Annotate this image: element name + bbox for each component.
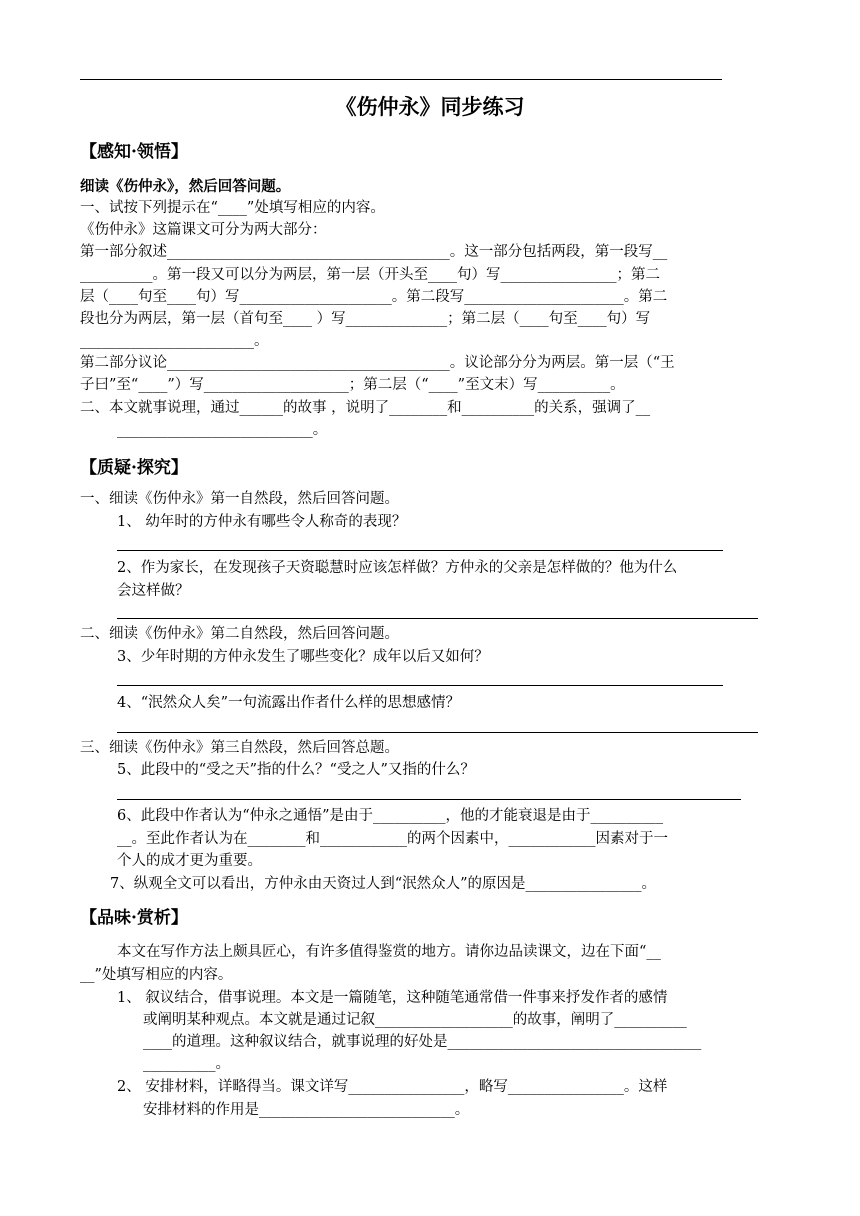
- question-line: 一、试按下列提示在“____”处填写相应的内容。: [80, 200, 385, 216]
- section-heading-appreciation: 【品味·赏析】: [80, 908, 188, 928]
- text-line: 本文在写作方法上颇具匠心，有许多值得鉴赏的地方。请你边品读课文，边在下面“__: [117, 944, 661, 960]
- fill-in-line: 段也分为两层，第一层（首句至____ ）写______________；第二层（____句至____句）写: [80, 311, 651, 327]
- fill-in-line: 子曰”至“____”）写____________________；第二层（“____”至文末）写__________。: [80, 377, 625, 393]
- fill-in-line: 层（____句至____句）写_____________________。第二段写______________________。第二: [80, 289, 668, 305]
- question-line: 3、少年时期的方仲永发生了哪些变化？成年以后又如何？: [117, 649, 489, 665]
- section-heading-inquiry: 【质疑·探究】: [80, 458, 188, 478]
- text-line: 《伤仲永》这篇课文可分为两大部分：: [80, 222, 327, 238]
- fill-in-line: 7、纵观全文可以看出，方仲永由天资过人到“泯然众人”的原因是________________。: [110, 876, 657, 892]
- question-line: 1、 幼年时的方仲永有哪些令人称奇的表现？: [117, 514, 407, 530]
- text-line: __”处填写相应的内容。: [80, 967, 233, 983]
- section-heading-perception: 【感知·领悟】: [80, 142, 188, 162]
- fill-in-line: 或阐明某种观点。本文就是通过记叙___________________的故事，阐明了__________: [143, 1012, 687, 1028]
- question-line: 4、“泯然众人矣”一句流露出作者什么样的思想感情？: [117, 695, 461, 711]
- page-title: 《伤仲永》同步练习: [335, 94, 525, 119]
- instruction-line: 细读《伤仲永》，然后回答问题。: [80, 178, 291, 195]
- fill-in-line: 1、 叙议结合，借事说理。本文是一篇随笔，这种随笔通常借一件事来抒发作者的感情: [117, 990, 668, 1006]
- question-line: 一、细读《伤仲永》第一自然段，然后回答问题。: [80, 491, 399, 507]
- fill-in-line: 2、 安排材料，详略得当。课文详写________________，略写________________。这样: [117, 1079, 668, 1095]
- answer-line: [117, 618, 758, 619]
- question-line: 二、细读《伤仲永》第二自然段，然后回答问题。: [80, 626, 399, 642]
- fill-in-line: 第一部分叙述_______________________________________。这一部分包括两段，第一段写__: [80, 244, 668, 260]
- header-rule: [80, 79, 722, 80]
- answer-line: [117, 550, 723, 551]
- fill-in-line: 第二部分议论_______________________________________。议论部分分为两层。第一层（“王: [80, 355, 675, 371]
- fill-in-line: 安排材料的作用是___________________________。: [143, 1102, 470, 1118]
- answer-line: [117, 799, 741, 800]
- text-line: 个人的成才更为重要。: [117, 853, 262, 869]
- answer-line: [117, 732, 758, 733]
- fill-in-line: 6、此段中作者认为“仲永之通悟”是由于__________，他的才能衰退是由于__________: [117, 808, 664, 824]
- question-line: 会这样做？: [117, 583, 190, 599]
- question-line: 5、此段中的“受之天”指的什么？“受之人”又指的什么？: [117, 762, 475, 778]
- fill-in-line: __________。: [143, 1056, 230, 1072]
- fill-in-line: __。至此作者认为在________和____________的两个因素中，____________因素对于一: [117, 831, 668, 847]
- fill-in-line: ___________________________。: [117, 422, 328, 438]
- fill-in-line: __________。第一段又可以分为两层，第一层（开头至____句）写________________；第二: [80, 267, 660, 283]
- answer-line: [117, 685, 723, 686]
- question-line: 三、细读《伤仲永》第三自然段，然后回答总题。: [80, 740, 399, 756]
- fill-in-line: ________________________。: [80, 333, 269, 349]
- question-line: 2、作为家长，在发现孩子天资聪慧时应该怎样做？方仲永的父亲是怎样做的？他为什么: [117, 560, 678, 576]
- fill-in-line: ____的道理。这种叙议结合，就事说理的好处是___________________________________: [143, 1034, 702, 1050]
- fill-in-line: 二、本文就事说理，通过______的故事 ，说明了________和__________的关系，强调了__: [80, 400, 651, 416]
